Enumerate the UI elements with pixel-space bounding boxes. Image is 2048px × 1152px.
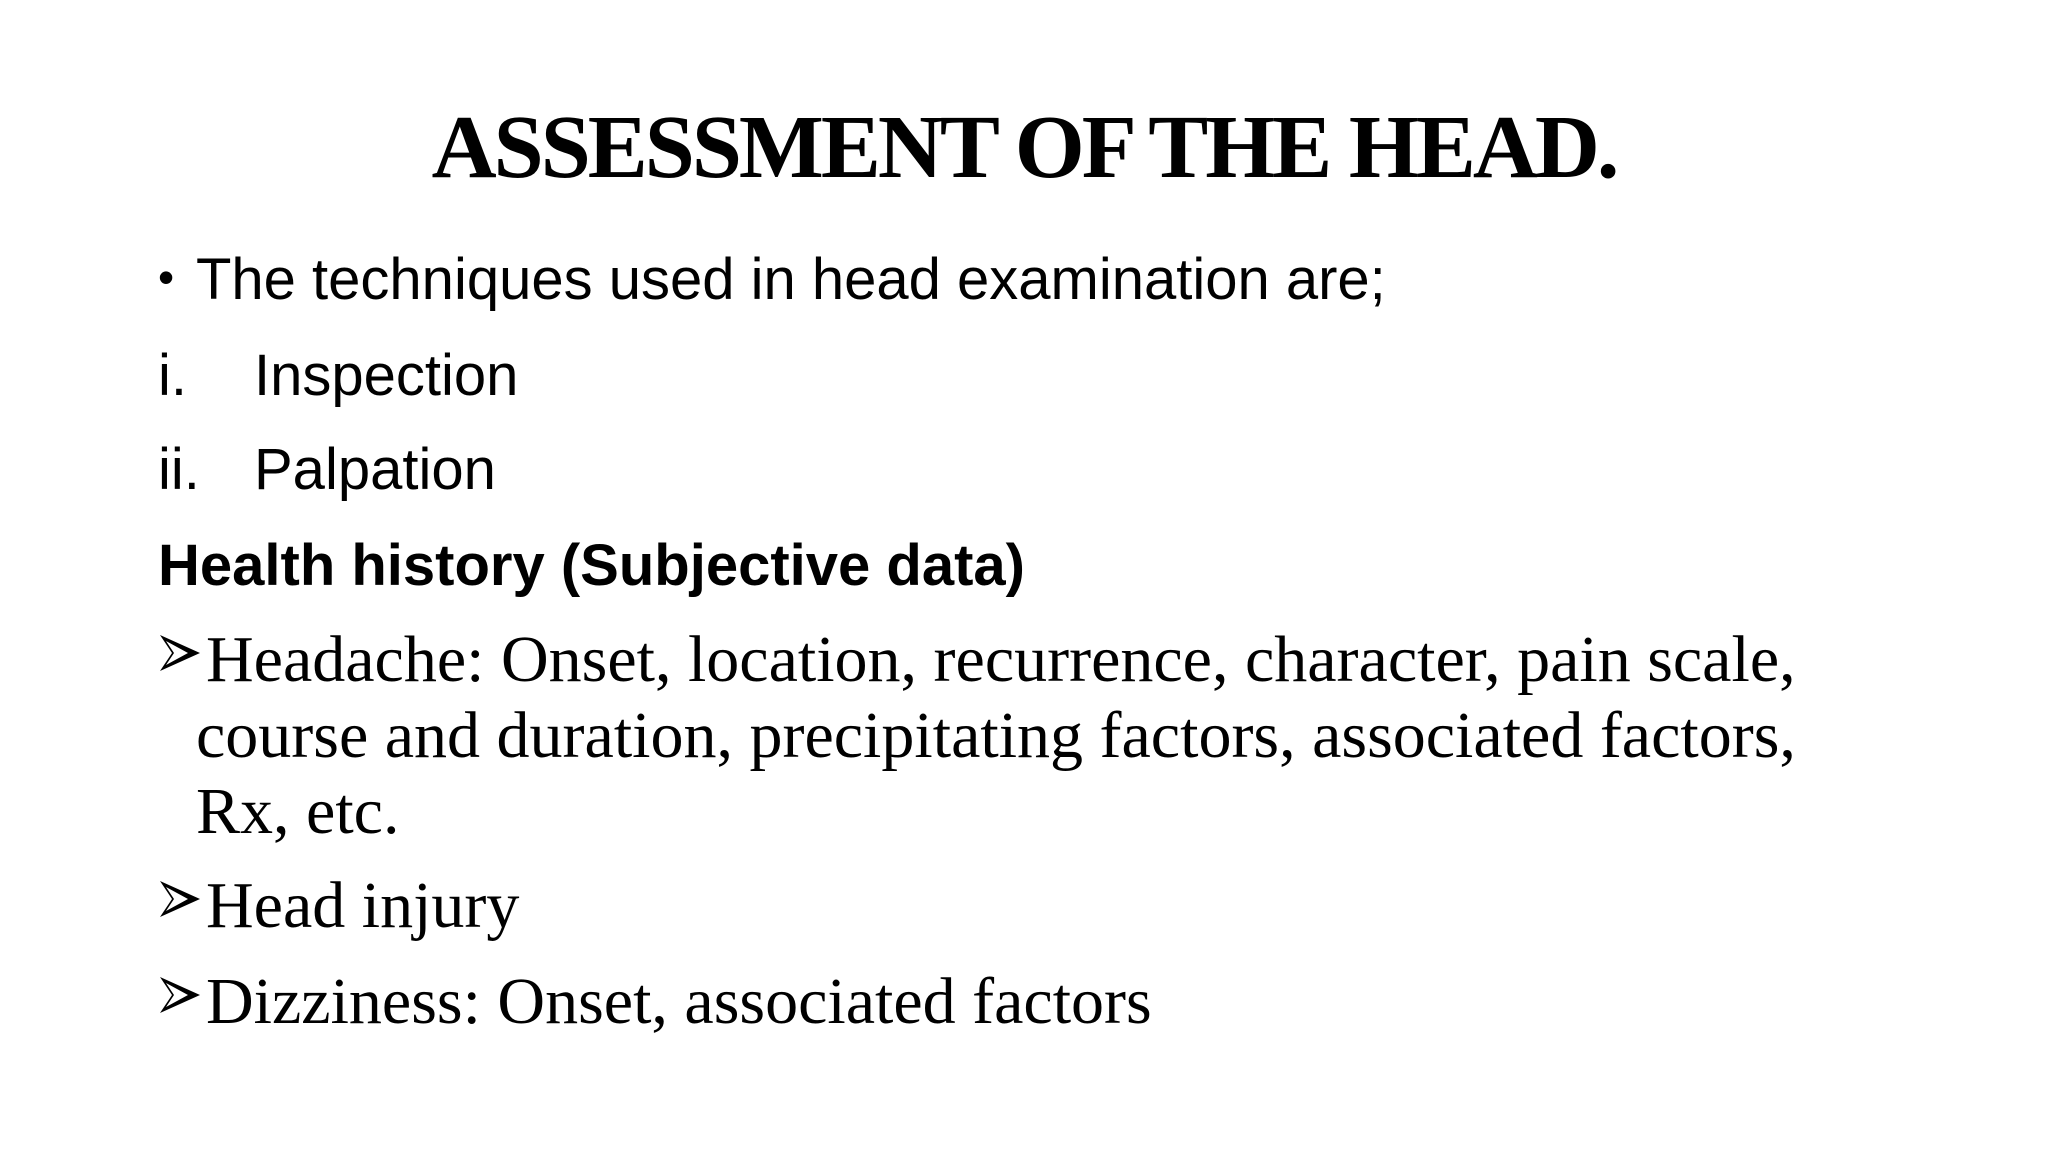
arrowhead-bullet-icon [158,633,206,673]
history-item-headache [158,622,1796,698]
history-item-line: course and duration, precipitating factors, associated factors, [196,699,1796,772]
history-item-head-injury [158,868,519,944]
history-item-line: Rx, etc. [196,775,400,848]
slide-title: ASSESSMENT OF THE HEAD. [431,98,1617,197]
technique-label: Palpation [254,437,496,502]
intro-text: The techniques used in head examination are; [196,247,1386,312]
history-item-line: Head injury [206,869,520,942]
technique-item [158,342,518,409]
history-item-dizziness [158,964,1152,1040]
bullet-dot-icon: • [158,251,175,303]
arrowhead-bullet-icon [158,879,206,919]
list-marker: ii. [158,437,200,502]
arrowhead-bullet-icon [158,975,206,1015]
list-marker: i. [158,343,187,408]
technique-item [158,436,496,503]
history-item-line: Dizziness: Onset, associated factors [206,965,1152,1038]
technique-label: Inspection [254,343,519,408]
intro-bullet [158,246,1386,313]
history-item-line: Headache: Onset, location, recurrence, character, pain scale, [206,623,1796,696]
section-heading: Health history (Subjective data) [158,533,1025,598]
